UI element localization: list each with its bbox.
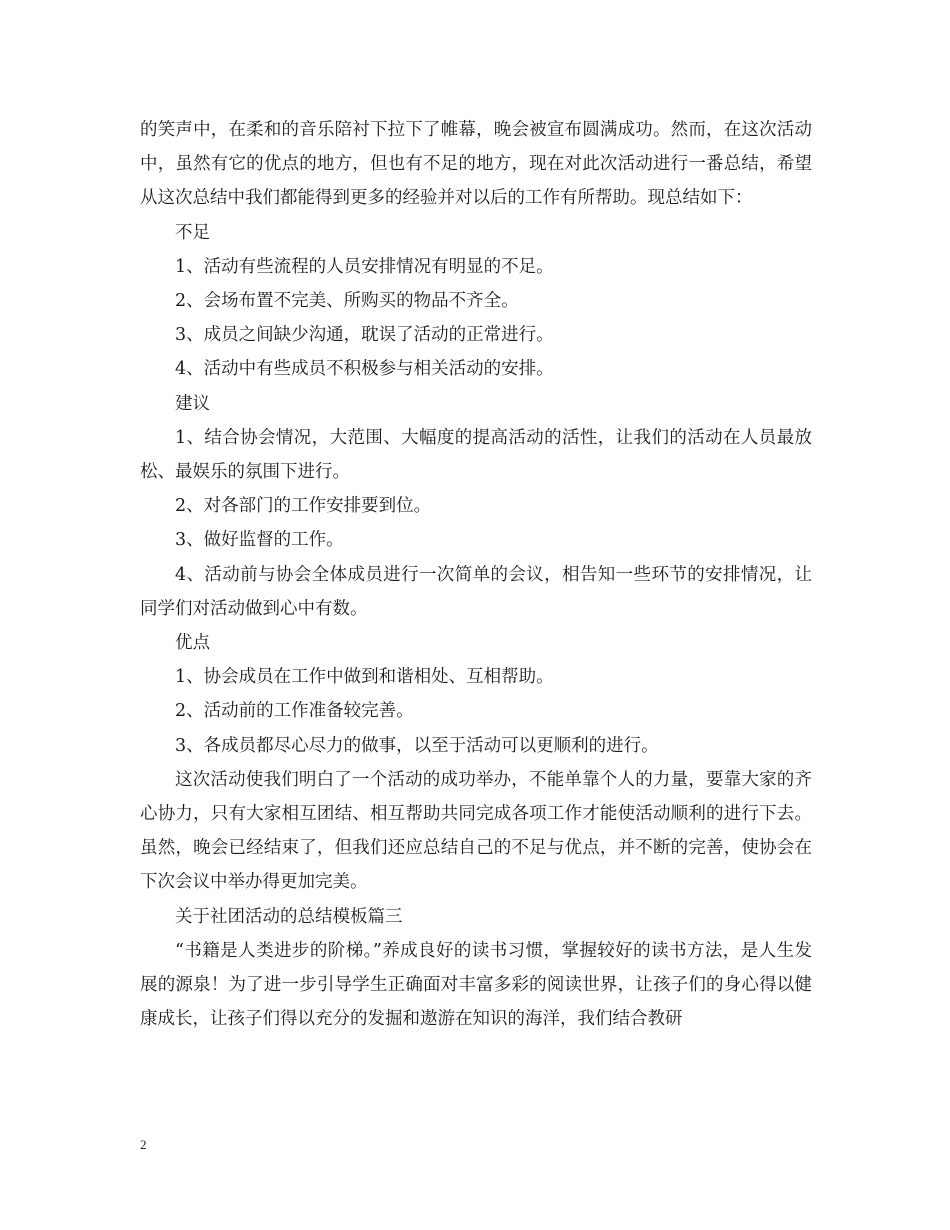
list-item: 2、活动前的工作准备较完善。 bbox=[175, 701, 414, 722]
list-item: 1、结合协会情况，大范围、大幅度的提高活动的活性，让我们的活动在人员最放松、最娱乐的氛围下进行。 bbox=[140, 427, 812, 483]
heading-strengths: 优点 bbox=[175, 633, 210, 654]
list-item: 3、做好监督的工作。 bbox=[175, 530, 344, 551]
page-number: 2 bbox=[140, 1137, 147, 1152]
heading-suggestions: 建议 bbox=[175, 393, 210, 414]
list-item: 4、活动前与协会全体成员进行一次简单的会议，相告知一些环节的安排情况，让同学们对活动做到心中有数。 bbox=[140, 564, 812, 619]
paragraph-intro: 的笑声中，在柔和的音乐陪衬下拉下了帷幕，晚会被宣布圆满成功。然而，在这次活动中，虽然有它的优点的地方，但也有不足的地方，现在对此次活动进行一番总结，希望从这次总结中我们都能得到更多的经验并对以后的工作有所帮助。现总结如下： bbox=[140, 120, 812, 209]
list-item: 4、活动中有些成员不积极参与相关活动的安排。 bbox=[175, 359, 554, 380]
document-body bbox=[140, 113, 812, 1036]
list-item: 3、各成员都尽心尽力的做事，以至于活动可以更顺利的进行。 bbox=[175, 735, 659, 756]
section-title: 关于社团活动的总结模板篇三 bbox=[175, 906, 403, 927]
heading-shortcomings: 不足 bbox=[175, 222, 210, 243]
list-item: 2、对各部门的工作安排要到位。 bbox=[175, 496, 432, 517]
paragraph-conclusion: 这次活动使我们明白了一个活动的成功举办，不能单靠个人的力量，要靠大家的齐心协力，只有大家相互团结、相互帮助共同完成各项工作才能使活动顺利的进行下去。虽然，晚会已经结束了，但我们还应总结自己的不足与优点，并不断的完善，使协会在下次会议中举办得更加完美。 bbox=[140, 769, 812, 893]
list-item: 2、会场布置不完美、所购买的物品不齐全。 bbox=[175, 291, 519, 312]
list-item: 1、活动有些流程的人员安排情况有明显的不足。 bbox=[175, 256, 554, 277]
list-item: 1、协会成员在工作中做到和谐相处、互相帮助。 bbox=[175, 667, 554, 688]
list-item: 3、成员之间缺少沟通，耽误了活动的正常进行。 bbox=[175, 325, 554, 346]
paragraph-reading: “书籍是人类进步的阶梯。”养成良好的读书习惯，掌握较好的读书方法，是人生发展的源泉！为了进一步引导学生正确面对丰富多彩的阅读世界，让孩子们的身心得以健康成长，让孩子们得以充分的发掘和遨游在知识的海洋，我们结合教研 bbox=[140, 940, 812, 1030]
